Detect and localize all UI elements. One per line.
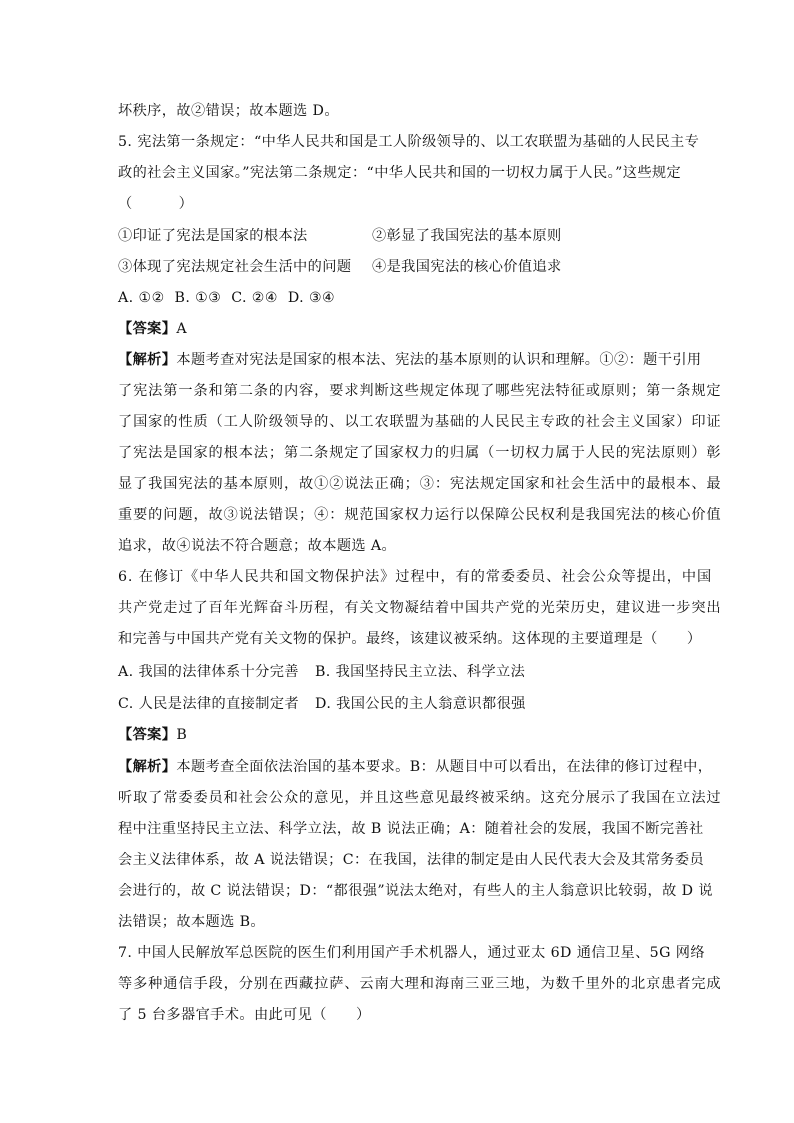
question-6-stem: 6. 在修订《中华人民共和国文物保护法》过程中，有的常委委员、社会公众等提出，中国: [118, 569, 713, 585]
text-line: 会主义法律体系，故 A 说法错误；C：在我国，法律的制定是由人民代表大会及其常务委员: [118, 852, 705, 868]
analysis-line: [118, 350, 702, 370]
text-line: 坏秩序，故②错误；故本题选 D。: [118, 103, 339, 119]
option-a: A. 我国的法律体系十分完善: [118, 664, 299, 680]
analysis-text: 本题考查全面依法治国的基本要求。B：从题目中可以看出，在法律的修订过程中，: [176, 759, 713, 775]
text-line: 政的社会主义国家。”宪法第二条规定：“中华人民共和国的一切权力属于人民。”这些规定: [118, 165, 682, 181]
question-5-statements-row-1: [118, 226, 678, 246]
text-line: 和完善与中国共产党有关文物的保护。最终，该建议被采纳。这体现的主要道理是（ ）: [118, 631, 702, 647]
text-line: 追求，故④说法不符合题意；故本题选 A。: [118, 538, 397, 554]
statement-1: ①印证了宪法是国家的根本法: [118, 228, 308, 244]
statement-3: ③体现了宪法规定社会生活中的问题: [118, 259, 352, 275]
text-line: 共产党走过了百年光辉奋斗历程，有关文物凝结着中国共产党的光荣历史，建议进一步突出: [118, 600, 722, 616]
analysis-line: [118, 757, 713, 777]
answer-parentheses: （ ）: [118, 196, 199, 212]
question-6-options-row-1: [118, 662, 678, 682]
option-c: C. 人民是法律的直接制定者: [118, 696, 300, 712]
answer-line: [118, 319, 678, 339]
text-line: 了宪法是国家的根本法；第二条规定了国家权力的归属（一切权力属于人民的宪法原则）彰: [118, 445, 722, 461]
statement-4: ④是我国宪法的核心价值追求: [372, 259, 562, 275]
text-line: 显了我国宪法的基本原则，故①②说法正确；③：宪法规定国家和社会生活中的最根本、最: [118, 476, 722, 492]
text-line: 了宪法第一条和第二条的内容，要求判断这些规定体现了哪些宪法特征或原则；第一条规定: [118, 383, 722, 399]
analysis-label: 【解析】: [118, 352, 177, 368]
analysis-label: 【解析】: [118, 759, 177, 775]
text-line: 了 5 台多器官手术。由此可见（ ）: [118, 1007, 371, 1023]
text-line: 法错误；故本题选 B。: [118, 914, 266, 930]
text-line: 听取了常委委员和社会公众的意见，并且这些意见最终被采纳。这充分展示了我国在立法过: [118, 790, 722, 806]
answer-label: 【答案】: [118, 321, 177, 337]
text-line: 了国家的性质（工人阶级领导的、以工农联盟为基础的人民民主专政的社会主义国家）印证: [118, 414, 722, 430]
question-5-stem: 5. 宪法第一条规定：“中华人民共和国是工人阶级领导的、以工农联盟为基础的人民民主专: [118, 134, 700, 150]
text-line: 重要的问题，故③说法错误；④：规范国家权力运行以保障公民权利是我国宪法的核心价值: [118, 507, 722, 523]
answer-value: B: [176, 727, 188, 743]
text-line: 等多种通信手段，分别在西藏拉萨、云南大理和海南三亚三地，为数千里外的北京患者完成: [118, 976, 722, 992]
statement-2: ②彰显了我国宪法的基本原则: [372, 228, 562, 244]
answer-line: [118, 725, 678, 745]
answer-value: A: [176, 321, 188, 337]
question-6-options-row-2: [118, 694, 678, 714]
text-line: 会进行的，故 C 说法错误；D：“都很强”说法太绝对，有些人的主人翁意识比较弱，故 D 说: [118, 883, 713, 899]
option-b: B. 我国坚持民主立法、科学立法: [314, 664, 526, 680]
option-d: D. 我国公民的主人翁意识都很强: [315, 696, 526, 712]
question-5-statements-row-2: [118, 257, 678, 277]
analysis-text: 本题考查对宪法是国家的根本法、宪法的基本原则的认识和理解。①②：题干引用: [176, 352, 702, 368]
question-5-options: A. ①② B. ①③ C. ②④ D. ③④: [118, 290, 336, 306]
answer-label: 【答案】: [118, 727, 177, 743]
question-7-stem: 7. 中国人民解放军总医院的医生们利用国产手术机器人，通过亚太 6D 通信卫星、5G 网络: [118, 945, 705, 961]
text-line: 程中注重坚持民主立法、科学立法，故 B 说法正确；A：随着社会的发展，我国不断完善社: [118, 821, 704, 837]
